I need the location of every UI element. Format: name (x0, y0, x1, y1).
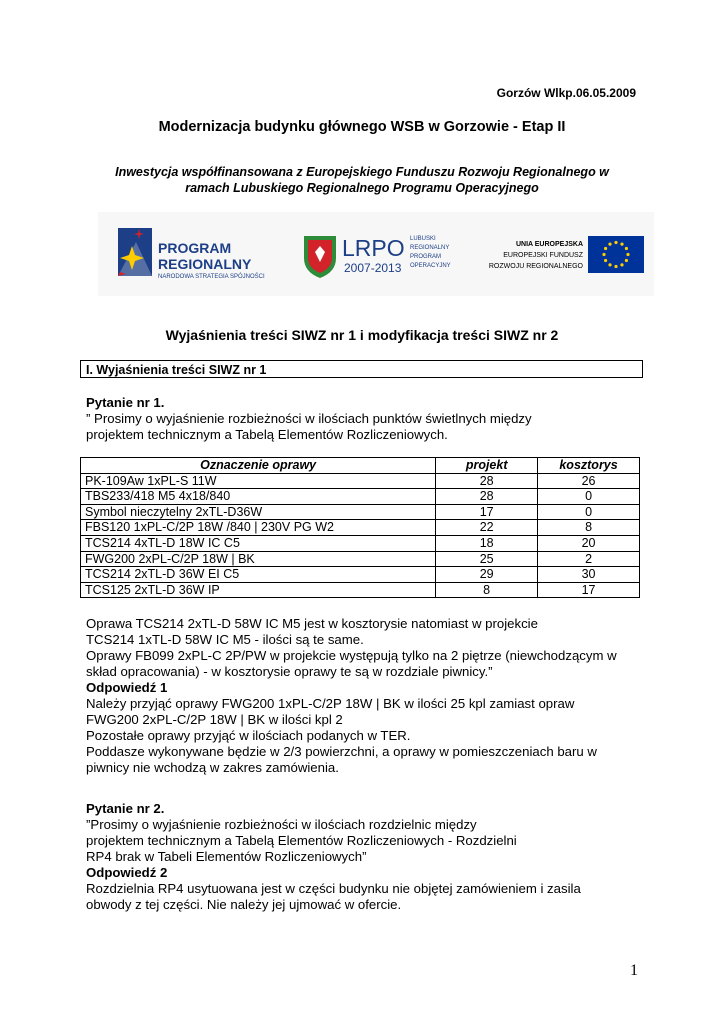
question-2-line1: ”Prosimy o wyjaśnienie rozbieżności w ilościach rozdzielnic między (86, 817, 477, 832)
question-1-text-line2: TCS214 1xTL-D 58W IC M5 - ilości są te same. (86, 632, 364, 647)
program-regionalny-logo (118, 228, 265, 280)
investment-note-line1: Inwestycja współfinansowana z Europejskiego Funduszu Rozwoju Regionalnego w (115, 165, 609, 179)
cell-designation: PK-109Aw 1xPL-S 11W (81, 473, 436, 489)
cell-project: 25 (436, 551, 538, 567)
question-1-text-line4: skład opracowania) - w kosztorysie oprawy te są w rozdziale piwnicy.” (86, 664, 493, 679)
funding-logos-graphic (98, 212, 654, 296)
cell-designation: FBS120 1xPL-C/2P 18W /840 | 230V PG W2 (81, 520, 436, 536)
cell-estimate: 2 (538, 551, 640, 567)
lrpo-text: LRPO (342, 235, 405, 261)
lrpo-side3: PROGRAM (410, 254, 442, 260)
page-number: 1 (630, 962, 638, 979)
lrpo-logo (304, 235, 451, 278)
table-row (81, 520, 640, 536)
table-header-row (81, 458, 640, 474)
program-line1: PROGRAM (158, 240, 232, 256)
lrpo-side1: LUBUSKI (410, 236, 436, 242)
cell-project: 29 (436, 567, 538, 583)
cell-designation: TCS214 2xTL-D 36W EI C5 (81, 567, 436, 583)
eu-line2: EUROPEJSKI FUNDUSZ (503, 252, 583, 259)
cell-designation: FWG200 2xPL-C/2P 18W | BK (81, 551, 436, 567)
answer-2-line2: obwody z tej części. Nie należy jej ujmować w ofercie. (86, 897, 402, 912)
cell-designation: TCS214 4xTL-D 18W IC C5 (81, 535, 436, 551)
document-date: Gorzów Wlkp.06.05.2009 (496, 86, 636, 100)
answer-2-line1: Rozdzielnia RP4 usytuowana jest w części budynku nie objętej zamówieniem i zasila (86, 881, 581, 896)
question-2-heading: Pytanie nr 2. (86, 801, 165, 816)
cell-designation: TCS125 2xTL-D 36W IP (81, 582, 436, 598)
cell-estimate: 0 (538, 504, 640, 520)
question-1-line2: projektem technicznym a Tabelą Elementów Rozliczeniowych. (86, 427, 448, 442)
investment-note-line2: ramach Lubuskiego Regionalnego Programu Operacyjnego (185, 181, 539, 195)
cell-estimate: 20 (538, 535, 640, 551)
table-row (81, 551, 640, 567)
table-row (81, 473, 640, 489)
eu-logo (489, 236, 644, 273)
eu-line3: ROZWOJU REGIONALNEGO (488, 263, 583, 270)
document-title: Modernizacja budynku głównego WSB w Gorzowie - Etap II (158, 119, 566, 135)
lrpo-side2: REGIONALNY (410, 245, 450, 251)
answer-1-line5: piwnicy nie wchodzą w zakres zamówienia. (86, 760, 339, 775)
table-row (81, 504, 640, 520)
cell-estimate: 17 (538, 582, 640, 598)
question-2-line3: RP4 brak w Tabeli Elementów Rozliczeniowych” (86, 849, 367, 864)
question-1-line1: ” Prosimy o wyjaśnienie rozbieżności w ilościach punktów świetlnych między (86, 411, 532, 426)
cell-estimate: 30 (538, 567, 640, 583)
eu-line1: UNIA EUROPEJSKA (515, 241, 583, 248)
answer-1-heading: Odpowiedź 1 (86, 680, 168, 695)
clarifications-title: Wyjaśnienia treści SIWZ nr 1 i modyfikacja treści SIWZ nr 2 (165, 327, 559, 343)
answer-1-line2: FWG200 2xPL-C/2P 18W | BK w ilości kpl 2 (86, 712, 343, 727)
table-row (81, 489, 640, 505)
section-header: I. Wyjaśnienia treści SIWZ nr 1 (80, 360, 643, 378)
fixtures-table (80, 457, 640, 598)
table-row (81, 582, 640, 598)
cell-project: 28 (436, 473, 538, 489)
answer-1-line3: Pozostałe oprawy przyjąć w ilościach podanych w TER. (86, 728, 411, 743)
investment-note (60, 164, 664, 196)
question-1-text-line3: Oprawy FB099 2xPL-C 2P/PW w projekcie występują tylko na 2 piętrze (niewchodzącym w (86, 648, 617, 663)
table-row (81, 567, 640, 583)
question-1-heading: Pytanie nr 1. (86, 395, 165, 410)
funding-logos (98, 212, 654, 296)
answer-2-heading: Odpowiedź 2 (86, 865, 168, 880)
question-1-text-line1: Oprawa TCS214 2xTL-D 58W IC M5 jest w kosztorysie natomiast w projekcie (86, 616, 538, 631)
table-row (81, 535, 640, 551)
cell-project: 22 (436, 520, 538, 536)
lrpo-side4: OPERACYJNY (410, 263, 451, 269)
answer-1-line1: Należy przyjąć oprawy FWG200 1xPL-C/2P 18W | BK w ilości 25 kpl zamiast opraw (86, 696, 575, 711)
col-header-project: projekt (436, 458, 538, 474)
cell-estimate: 0 (538, 489, 640, 505)
cell-estimate: 8 (538, 520, 640, 536)
cell-designation: Symbol nieczytelny 2xTL-D36W (81, 504, 436, 520)
col-header-designation: Oznaczenie oprawy (81, 458, 436, 474)
cell-project: 17 (436, 504, 538, 520)
answer-1-line4: Poddasze wykonywane będzie w 2/3 powierzchni, a oprawy w pomieszczeniach baru w (86, 744, 597, 759)
cell-estimate: 26 (538, 473, 640, 489)
program-line2: REGIONALNY (158, 256, 252, 272)
cell-designation: TBS233/418 M5 4x18/840 (81, 489, 436, 505)
program-sub: NARODOWA STRATEGIA SPÓJNOŚCI (158, 274, 265, 280)
question-2-line2: projektem technicznym a Tabelą Elementów Rozliczeniowych - Rozdzielni (86, 833, 517, 848)
col-header-estimate: kosztorys (538, 458, 640, 474)
cell-project: 8 (436, 582, 538, 598)
lrpo-years: 2007-2013 (344, 261, 402, 275)
cell-project: 28 (436, 489, 538, 505)
cell-project: 18 (436, 535, 538, 551)
